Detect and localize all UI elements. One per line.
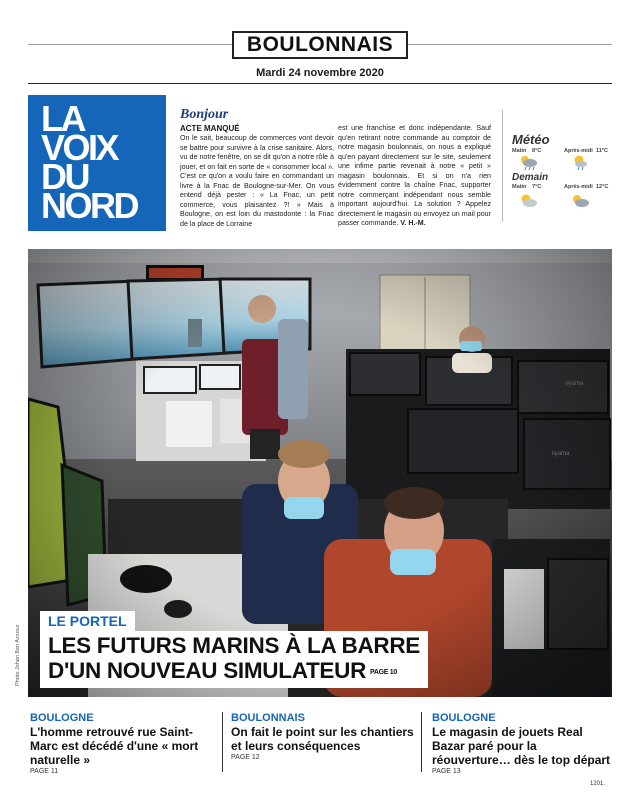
- teaser-tag: BOULOGNE: [30, 712, 94, 724]
- teaser-tag: BOULONNAIS: [231, 712, 305, 724]
- newspaper-logo[interactable]: [28, 95, 166, 231]
- page-code: 1201.: [590, 781, 606, 787]
- teaser-page: PAGE 13: [432, 768, 461, 775]
- date-rule: [28, 83, 612, 84]
- tomorrow-afternoon-temp: 12°C: [596, 184, 609, 190]
- teaser-1[interactable]: [30, 712, 214, 777]
- today-morning-temp: 8°C: [532, 148, 542, 154]
- logo-line: DU: [41, 156, 88, 197]
- bonjour-column-2: [338, 124, 491, 229]
- headline-line-2-text: D'UN NOUVEAU SIMULATEUR: [48, 658, 367, 683]
- edition-title: BOULONNAIS: [232, 31, 408, 59]
- headline-line-1: LES FUTURS MARINS À LA BARRE: [48, 633, 421, 658]
- tomorrow-morning-label: Matin: [512, 184, 527, 190]
- tomorrow-morning-temp: 7°C: [532, 184, 542, 190]
- bonjour-column-2-text: est une franchise et donc indépendante. Sauf qu'en retirant notre commande au comptoir de notre magasin boulonnais, on nous a expliqué qu'en payant directement sur le site, seulement une infime partie revenait à notre « petit » magasin boulonnais. Et si on n'a rien évidemment contre la chaîne Fnac, supporter notre commerçant indépendant nous semble important aujourd'hui. La solution ? Appelez directement le magasin ou envoyez un mail pour passer commande.: [338, 124, 491, 227]
- photo-credit: Photo Johan Ben Azzouz: [15, 624, 21, 686]
- bonjour-heading: Bonjour: [180, 107, 229, 122]
- teaser-2[interactable]: [231, 712, 415, 763]
- logo-line: NORD: [41, 185, 137, 226]
- bonjour-kicker: ACTE MANQUÉ: [180, 124, 240, 133]
- teaser-divider: [421, 712, 422, 772]
- main-story-page: PAGE 10: [370, 668, 397, 676]
- teaser-divider: [222, 712, 223, 772]
- sun-cloud-rain-icon: [569, 154, 591, 170]
- meteo-title: Météo: [512, 132, 550, 147]
- teaser-page: PAGE 12: [231, 754, 260, 761]
- teaser-title: L'homme retrouvé rue Saint-Marc est décédé d'une « mort naturelle »: [30, 725, 199, 767]
- today-afternoon-label: Après-midi: [564, 148, 593, 154]
- main-story-headline[interactable]: [40, 631, 428, 688]
- main-story-tag[interactable]: LE PORTEL: [40, 611, 135, 631]
- teaser-3[interactable]: [432, 712, 616, 777]
- logo-line: VOIX: [41, 127, 118, 168]
- teaser-page: PAGE 11: [30, 768, 59, 775]
- issue-date: Mardi 24 novembre 2020: [256, 67, 384, 79]
- today-afternoon-temp: 11°C: [596, 148, 608, 154]
- headline-line-2: [48, 658, 420, 685]
- meteo-divider: [502, 110, 503, 222]
- sun-cloud-rain-icon: [517, 154, 539, 170]
- sun-cloud-icon: [569, 193, 591, 209]
- teaser-title: Le magasin de jouets Real Bazar paré pour la réouverture… dès le top départ: [432, 725, 611, 767]
- tomorrow-afternoon-label: Après-midi: [564, 184, 593, 190]
- bonjour-column-1: On le sait, beaucoup de commerces vont devoir se battre pour survivre à la crise sanitaire. Alors, vu de notre fenêtre, on se dit qu'on a notre rôle à jouer, et on fait en sorte de « consommer local ». C'est ce qu'on a voulu faire en commandant un livre à la Fnac de Boulogne-sur-Mer. On vous entend déjà pester : « La Fnac, un petit commerce, vous plaisantez ?! » Mais à Boulogne, on est loin du mastodonte : la Fnac de la place de Lorraine: [180, 134, 334, 228]
- logo-line: LA: [41, 98, 84, 139]
- today-morning-label: Matin: [512, 148, 527, 154]
- bonjour-signature: V. H.-M.: [400, 219, 426, 227]
- teaser-tag: BOULOGNE: [432, 712, 496, 724]
- sun-cloud-icon: [517, 193, 539, 209]
- tomorrow-title: Demain: [512, 172, 549, 183]
- teaser-title: On fait le point sur les chantiers et leurs conséquences: [231, 725, 414, 753]
